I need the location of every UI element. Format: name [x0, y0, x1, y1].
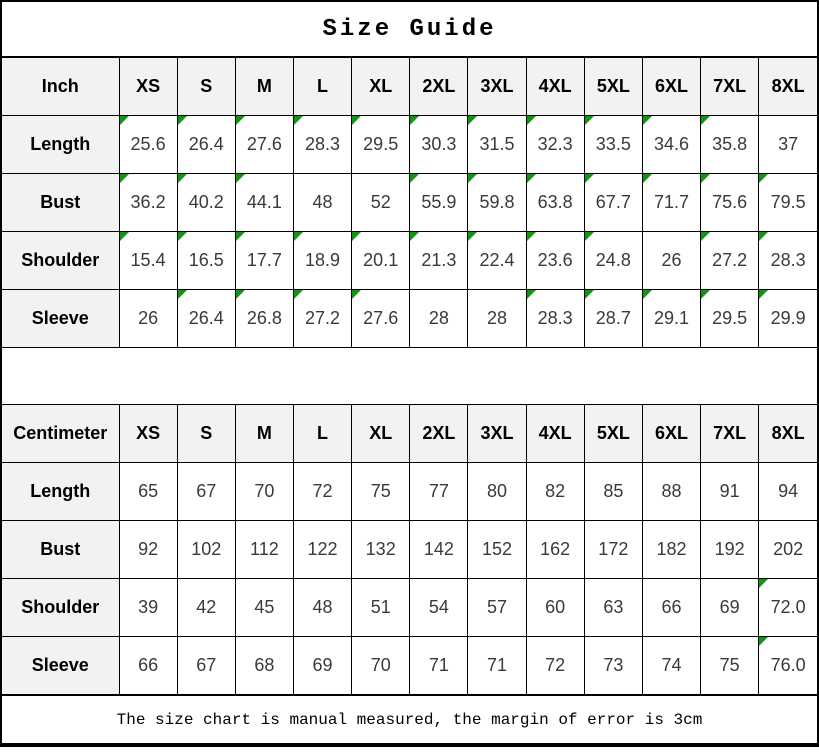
value-text: 16.5 [188, 250, 224, 270]
value-text: 70 [254, 481, 275, 501]
value-text: 68 [254, 655, 275, 675]
value-cell [584, 232, 642, 290]
cell-flag-icon [236, 232, 245, 241]
value-cell [584, 174, 642, 232]
value-text: 77 [428, 481, 449, 501]
value-cell [177, 174, 235, 232]
value-cell [642, 232, 700, 290]
value-text: 72 [545, 655, 566, 675]
row-label-cell: Length [2, 463, 119, 521]
value-cell [642, 637, 700, 695]
value-cell [526, 174, 584, 232]
value-text: 26.4 [188, 308, 224, 328]
value-text: 23.6 [537, 250, 573, 270]
value-text: 73 [603, 655, 624, 675]
cell-flag-icon [294, 290, 303, 299]
centimeter-size-table [2, 404, 817, 695]
value-cell [352, 579, 410, 637]
cell-flag-icon [236, 174, 245, 183]
value-cell [119, 174, 177, 232]
value-text: 60 [545, 597, 566, 617]
value-cell [293, 232, 351, 290]
value-text: 29.9 [770, 308, 806, 328]
value-cell [701, 290, 759, 348]
value-cell [177, 637, 235, 695]
cell-flag-icon [585, 232, 594, 241]
value-text: 172 [598, 539, 629, 559]
value-cell [410, 174, 468, 232]
value-text: 102 [191, 539, 222, 559]
value-text: 27.6 [246, 134, 282, 154]
row-label-cell: Shoulder [2, 579, 119, 637]
size-header-cell: M [235, 405, 293, 463]
size-header-cell: S [177, 58, 235, 116]
value-cell [759, 232, 817, 290]
value-cell [293, 463, 351, 521]
value-cell [235, 463, 293, 521]
value-text: 71 [428, 655, 449, 675]
value-text: 28.7 [595, 308, 631, 328]
value-text: 71 [487, 655, 508, 675]
value-cell [410, 521, 468, 579]
value-text: 25.6 [130, 134, 166, 154]
cell-flag-icon [352, 232, 361, 241]
value-cell [759, 116, 817, 174]
cell-flag-icon [701, 174, 710, 183]
cell-flag-icon [294, 232, 303, 241]
cell-flag-icon [527, 116, 536, 125]
cell-flag-icon [643, 116, 652, 125]
value-text: 70 [370, 655, 391, 675]
value-text: 66 [661, 597, 682, 617]
value-cell [468, 232, 526, 290]
value-text: 59.8 [479, 192, 515, 212]
value-text: 52 [370, 192, 391, 212]
value-cell [701, 463, 759, 521]
table-row [2, 232, 817, 290]
value-cell [759, 579, 817, 637]
table-gap-spacer [2, 348, 817, 404]
value-text: 28.3 [305, 134, 341, 154]
value-cell [701, 174, 759, 232]
value-cell [352, 521, 410, 579]
value-cell [526, 116, 584, 174]
cell-flag-icon [701, 290, 710, 299]
value-cell [526, 463, 584, 521]
value-cell [235, 290, 293, 348]
cell-flag-icon [178, 174, 187, 183]
value-cell [642, 116, 700, 174]
value-text: 75 [370, 481, 391, 501]
size-header-cell: 7XL [701, 58, 759, 116]
value-text: 40.2 [188, 192, 224, 212]
value-cell [759, 290, 817, 348]
cell-flag-icon [759, 232, 768, 241]
value-text: 29.5 [712, 308, 748, 328]
value-text: 182 [656, 539, 687, 559]
size-header-cell: XS [119, 405, 177, 463]
cell-flag-icon [585, 174, 594, 183]
value-cell [701, 116, 759, 174]
value-text: 76.0 [770, 655, 806, 675]
value-cell [177, 290, 235, 348]
value-text: 57 [487, 597, 508, 617]
row-label-cell: Sleeve [2, 637, 119, 695]
value-text: 31.5 [479, 134, 515, 154]
table-row [2, 521, 817, 579]
value-text: 79.5 [770, 192, 806, 212]
value-cell [177, 463, 235, 521]
value-cell [584, 463, 642, 521]
value-text: 29.5 [363, 134, 399, 154]
value-cell [410, 637, 468, 695]
value-cell [468, 174, 526, 232]
cell-flag-icon [410, 116, 419, 125]
value-cell [235, 579, 293, 637]
value-cell [119, 637, 177, 695]
value-text: 94 [778, 481, 799, 501]
value-cell [410, 116, 468, 174]
row-label-cell: Bust [2, 521, 119, 579]
value-text: 54 [428, 597, 449, 617]
value-cell [235, 116, 293, 174]
value-cell [468, 579, 526, 637]
value-text: 192 [714, 539, 745, 559]
value-cell [235, 637, 293, 695]
value-text: 67 [196, 655, 217, 675]
value-text: 63.8 [537, 192, 573, 212]
header-row [2, 58, 817, 116]
value-text: 69 [312, 655, 333, 675]
value-cell [526, 579, 584, 637]
size-header-cell: XS [119, 58, 177, 116]
size-header-cell: 3XL [468, 405, 526, 463]
cell-flag-icon [236, 116, 245, 125]
cell-flag-icon [468, 232, 477, 241]
size-header-cell: 4XL [526, 405, 584, 463]
cell-flag-icon [352, 116, 361, 125]
value-cell [177, 579, 235, 637]
page-title: Size Guide [322, 15, 497, 43]
value-text: 202 [773, 539, 804, 559]
value-text: 15.4 [130, 250, 166, 270]
value-text: 67.7 [595, 192, 631, 212]
title-row [2, 2, 817, 57]
size-header-cell: 6XL [642, 405, 700, 463]
value-text: 21.3 [421, 250, 457, 270]
value-cell [235, 232, 293, 290]
value-cell [526, 232, 584, 290]
value-cell [468, 463, 526, 521]
size-header-cell: 4XL [526, 58, 584, 116]
cell-flag-icon [759, 174, 768, 183]
value-text: 28.3 [770, 250, 806, 270]
value-text: 88 [661, 481, 682, 501]
footnote-text: The size chart is manual measured, the margin of error is 3cm [116, 710, 703, 729]
value-text: 75 [719, 655, 740, 675]
value-text: 26.8 [246, 308, 282, 328]
value-text: 32.3 [537, 134, 573, 154]
value-cell [642, 290, 700, 348]
value-cell [293, 116, 351, 174]
unit-header-cell: Centimeter [2, 405, 119, 463]
row-label-cell: Bust [2, 174, 119, 232]
cell-flag-icon [585, 290, 594, 299]
value-cell [526, 290, 584, 348]
size-header-cell: 8XL [759, 58, 817, 116]
value-text: 29.1 [653, 308, 689, 328]
value-cell [352, 116, 410, 174]
value-cell [293, 290, 351, 348]
value-cell [584, 290, 642, 348]
cell-flag-icon [410, 174, 419, 183]
value-text: 18.9 [305, 250, 341, 270]
value-cell [410, 290, 468, 348]
value-cell [468, 116, 526, 174]
table-row [2, 116, 817, 174]
value-cell [701, 521, 759, 579]
value-cell [526, 521, 584, 579]
table-row [2, 463, 817, 521]
size-header-cell: XL [352, 405, 410, 463]
cell-flag-icon [120, 174, 129, 183]
value-cell [177, 521, 235, 579]
value-text: 51 [370, 597, 391, 617]
value-cell [410, 463, 468, 521]
value-text: 122 [307, 539, 338, 559]
value-cell [352, 637, 410, 695]
value-text: 82 [545, 481, 566, 501]
value-cell [352, 174, 410, 232]
note-row [2, 695, 817, 743]
value-text: 112 [250, 539, 279, 559]
value-cell [410, 232, 468, 290]
value-cell [584, 637, 642, 695]
value-cell [468, 521, 526, 579]
value-cell [235, 521, 293, 579]
value-text: 34.6 [653, 134, 689, 154]
size-header-cell: 7XL [701, 405, 759, 463]
cell-flag-icon [178, 116, 187, 125]
value-text: 17.7 [246, 250, 282, 270]
cell-flag-icon [468, 174, 477, 183]
value-text: 65 [138, 481, 159, 501]
size-header-cell: L [293, 405, 351, 463]
table-row [2, 174, 817, 232]
value-text: 45 [254, 597, 275, 617]
cell-flag-icon [120, 116, 129, 125]
value-cell [584, 521, 642, 579]
value-cell [642, 174, 700, 232]
value-cell [468, 637, 526, 695]
value-cell [235, 174, 293, 232]
cell-flag-icon [527, 174, 536, 183]
value-cell [352, 232, 410, 290]
cell-flag-icon [120, 232, 129, 241]
value-text: 27.2 [712, 250, 748, 270]
table-row [2, 579, 817, 637]
size-header-cell: 2XL [410, 405, 468, 463]
value-text: 22.4 [479, 250, 515, 270]
value-cell [293, 637, 351, 695]
value-cell [526, 637, 584, 695]
cell-flag-icon [410, 232, 419, 241]
value-cell [119, 290, 177, 348]
value-text: 80 [487, 481, 508, 501]
value-text: 75.6 [712, 192, 748, 212]
value-cell [701, 579, 759, 637]
value-cell [701, 637, 759, 695]
inch-size-table [2, 57, 817, 348]
value-text: 85 [603, 481, 624, 501]
row-label-cell: Shoulder [2, 232, 119, 290]
value-text: 24.8 [595, 250, 631, 270]
value-cell [584, 579, 642, 637]
value-text: 44.1 [246, 192, 282, 212]
value-text: 28 [487, 308, 508, 328]
table-row [2, 290, 817, 348]
unit-header-cell: Inch [2, 58, 119, 116]
value-text: 142 [423, 539, 454, 559]
value-text: 26 [661, 250, 682, 270]
size-header-cell: 5XL [584, 405, 642, 463]
value-cell [468, 290, 526, 348]
value-text: 20.1 [363, 250, 399, 270]
value-cell [352, 463, 410, 521]
cell-flag-icon [178, 232, 187, 241]
value-text: 28.3 [537, 308, 573, 328]
value-text: 162 [540, 539, 571, 559]
value-text: 27.6 [363, 308, 399, 328]
value-cell [177, 232, 235, 290]
value-cell [119, 521, 177, 579]
value-cell [293, 521, 351, 579]
size-header-cell: 8XL [759, 405, 817, 463]
value-text: 48 [312, 192, 333, 212]
value-text: 48 [312, 597, 333, 617]
value-cell [119, 463, 177, 521]
cell-flag-icon [585, 116, 594, 125]
value-text: 91 [719, 481, 740, 501]
value-text: 37 [778, 134, 799, 154]
value-text: 36.2 [130, 192, 166, 212]
value-cell [119, 579, 177, 637]
value-cell [759, 637, 817, 695]
value-cell [293, 579, 351, 637]
value-text: 27.2 [305, 308, 341, 328]
value-cell [759, 174, 817, 232]
value-cell [701, 232, 759, 290]
row-label-cell: Length [2, 116, 119, 174]
value-cell [642, 579, 700, 637]
value-text: 55.9 [421, 192, 457, 212]
value-text: 72.0 [770, 597, 806, 617]
value-text: 30.3 [421, 134, 457, 154]
value-text: 39 [138, 597, 159, 617]
table-row [2, 637, 817, 695]
value-text: 26.4 [188, 134, 224, 154]
row-label-cell: Sleeve [2, 290, 119, 348]
cell-flag-icon [643, 174, 652, 183]
value-text: 42 [196, 597, 217, 617]
value-cell [119, 116, 177, 174]
value-text: 33.5 [595, 134, 631, 154]
cell-flag-icon [527, 290, 536, 299]
value-text: 28 [428, 308, 449, 328]
cell-flag-icon [236, 290, 245, 299]
value-cell [177, 116, 235, 174]
value-text: 152 [481, 539, 513, 559]
value-cell [119, 232, 177, 290]
size-header-cell: 5XL [584, 58, 642, 116]
value-cell [410, 579, 468, 637]
value-cell [352, 290, 410, 348]
value-cell [293, 174, 351, 232]
value-cell [642, 521, 700, 579]
value-text: 35.8 [712, 134, 748, 154]
value-text: 63 [603, 597, 624, 617]
cell-flag-icon [759, 579, 768, 588]
cell-flag-icon [643, 290, 652, 299]
cell-flag-icon [294, 116, 303, 125]
cell-flag-icon [759, 637, 768, 646]
value-text: 132 [365, 539, 396, 559]
value-text: 71.7 [653, 192, 689, 212]
cell-flag-icon [701, 116, 710, 125]
value-cell [642, 463, 700, 521]
cell-flag-icon [701, 232, 710, 241]
value-cell [759, 521, 817, 579]
value-text: 72 [312, 481, 333, 501]
size-header-cell: 3XL [468, 58, 526, 116]
header-row [2, 405, 817, 463]
cell-flag-icon [352, 290, 361, 299]
size-header-cell: M [235, 58, 293, 116]
size-header-cell: XL [352, 58, 410, 116]
value-text: 67 [196, 481, 217, 501]
value-text: 69 [719, 597, 740, 617]
size-header-cell: 6XL [642, 58, 700, 116]
size-header-cell: 2XL [410, 58, 468, 116]
value-text: 92 [138, 539, 159, 559]
cell-flag-icon [178, 290, 187, 299]
cell-flag-icon [468, 116, 477, 125]
value-cell [759, 463, 817, 521]
cell-flag-icon [527, 232, 536, 241]
value-cell [584, 116, 642, 174]
value-text: 66 [138, 655, 159, 675]
size-header-cell: L [293, 58, 351, 116]
size-header-cell: S [177, 405, 235, 463]
cell-flag-icon [759, 290, 768, 299]
value-text: 26 [138, 308, 159, 328]
value-text: 74 [661, 655, 682, 675]
